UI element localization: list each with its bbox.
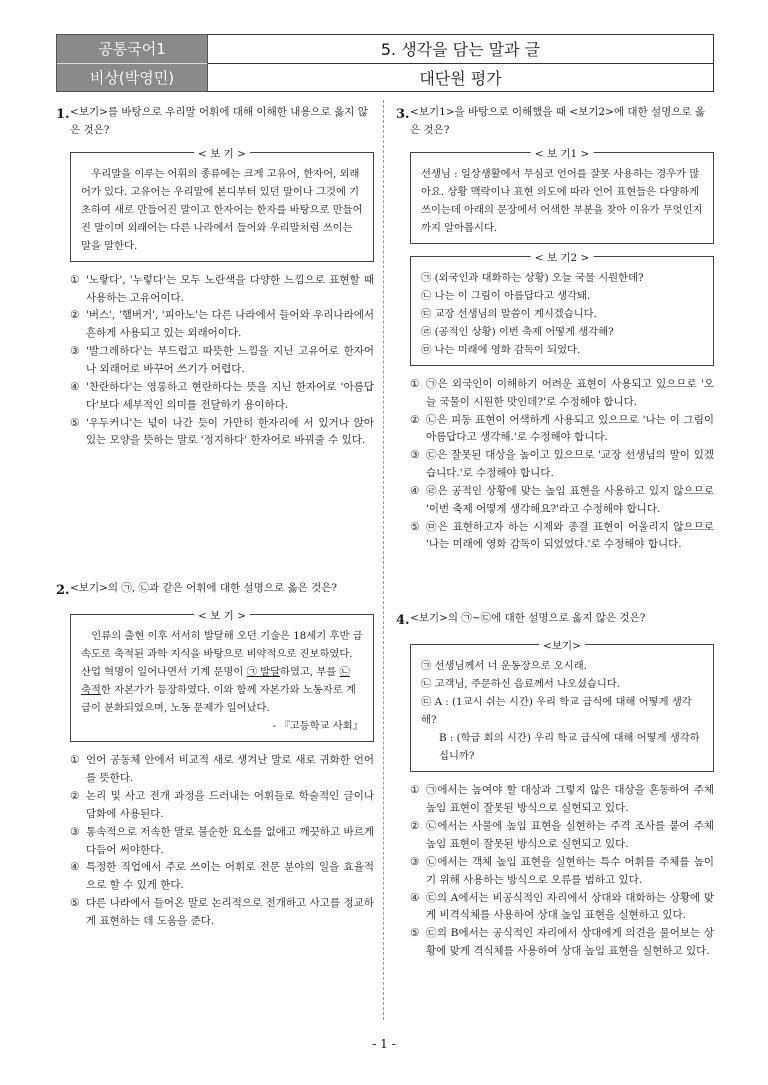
marked-word-a: ㉠ 발달 (246, 666, 281, 679)
box-line: ㉡ 나는 이 그림이 아름답다고 생각돼. (421, 289, 591, 302)
answer-option-1[interactable]: ① '노랗다', '누렇다'는 모두 노란색을 다양한 느낌으로 표현할 때 사용하는 고유어이다. (70, 273, 374, 304)
answer-option-4[interactable]: ④ ㉣은 공적인 상황에 맞는 높임 표현을 사용하고 있지 않으므로 '이번 축제 어떻게 생각해요?'라고 수정해야 합니다. (410, 484, 714, 515)
answer-option-2[interactable]: ② 논리 및 사고 전개 과정을 드러내는 어휘들로 학술적인 글이나 담화에 사용된다. (70, 790, 374, 820)
subject-name: 공통국어1 (57, 35, 207, 64)
answer-options (70, 272, 374, 450)
box-title: < 보 기1 > (531, 145, 594, 163)
answer-option-2[interactable]: ② ㉡은 피동 표현이 어색하게 사용되고 있으므로 '나는 이 그림이 아름답다고 생각해.'로 수정해야 합니다. (410, 413, 714, 444)
answer-option-1[interactable]: ① 언어 공동체 안에서 비교적 새로 생겨난 말로 새로 귀화한 언어를 뜻한다. (70, 754, 374, 785)
box-line: ㉡ 고객님, 주문하신 음료께서 나오셨습니다. (421, 678, 621, 691)
question-stem: <보기>의 ㉠~㉢에 대한 설명으로 옳지 않은 것은? (410, 612, 646, 625)
answer-option-5[interactable]: ⑤ '우두커니'는 넋이 나간 듯이 가만히 한자리에 서 있거나 앉아 있는 모양을 뜻하는 말로 '정지하다' 한자어로 바꿔줄 수 있다. (70, 416, 374, 447)
answer-option-3[interactable]: ③ 통속적으로 저속한 말로 불순한 요소를 없애고 깨끗하고 바르게 다듬어 써야한다. (70, 825, 374, 856)
box-title: < 보 기2 > (531, 249, 594, 267)
unit-title: 5. 생각을 담는 말과 글 (208, 35, 713, 64)
unit-title-box (208, 34, 714, 92)
box-text: 우리말을 이루는 어휘의 종류에는 크게 고유어, 한자어, 외래어가 있다. 고유어는 우리말에 본디부터 있던 말이나 그것에 기초하여 새로 만들어진 말이고 한자어는 한자를 바탕으로 만들어진 말이며 외래어는 다른 나라에서 들어와 우리말처럼 쓰이는 말을 말한다. (81, 167, 363, 252)
answer-option-3[interactable]: ③ ㉡에서는 객체 높임 표현을 실현하는 특수 어휘를 주체를 높이기 위해 사용하는 방식으로 오류를 범하고 있다. (410, 855, 714, 886)
publisher-name: 비상(박영민) (89, 68, 175, 87)
answer-options (70, 752, 374, 930)
example-box (410, 640, 714, 772)
question-number: 4. (396, 613, 410, 629)
example-box (70, 147, 374, 262)
answer-options (410, 782, 714, 960)
example-box-1 (410, 147, 714, 244)
box-line: ㉢ 교장 선생님의 말씀이 계시겠습니다. (421, 307, 597, 320)
box-title: <보기> (539, 637, 585, 655)
answer-option-1[interactable]: ① ㉠은 외국인이 이해하기 어려운 표현이 사용되고 있으므로 '오늘 국물이 시원한 맛인데?'로 수정해야 합니다. (410, 377, 714, 408)
eval-title: 대단원 평가 (419, 68, 502, 88)
box-line: B : (학급 회의 시간) 우리 학교 급식에 대해 어떻게 생각하십니까? (439, 732, 700, 763)
box-text: 인류의 출현 이후 서서히 발달해 오던 기술은 18세기 후반 급속도로 축적된 과학 지식을 바탕으로 비약적으로 진보하였다. 산업 혁명이 일어나면서 기계 문명이 ㉠ 발달하였고, 부를 ㉡ 축적한 자본가가 등장하였다. 이와 함께 자본가와 노동자로 계급이 분화되었으며, 노동 문제가 일어났다. (81, 630, 363, 715)
answer-option-4[interactable]: ④ ㉢의 A에서는 비공식적인 자리에서 상대와 대화하는 상황에 맞게 비격식체를 사용하여 상대 높임 표현을 실현하고 있다. (410, 891, 714, 922)
box-source: - 『고등학교 사회』 (272, 720, 363, 733)
answer-option-5[interactable]: ⑤ ㉤은 표현하고자 하는 시제와 종결 표현이 어울리지 않으므로 '나는 미래에 영화 감독이 되었었다.'로 수정해야 합니다. (410, 520, 714, 551)
answer-option-1[interactable]: ① ㉠에서는 높여야 할 대상과 그렇지 않은 대상을 혼동하여 주체 높임 표현이 잘못된 방식으로 실현되고 있다. (410, 784, 714, 815)
left-column (56, 104, 374, 931)
page-header (56, 34, 714, 92)
box-line: ㉠ (외국인과 대화하는 상황) 오늘 국물 시원한데? (421, 271, 644, 284)
question-stem: <보기>의 ㉠, ㉡과 같은 어휘에 대한 설명으로 옳은 것은? (70, 582, 337, 595)
answer-option-3[interactable]: ③ ㉢은 잘못된 대상을 높이고 있으므로 '교장 선생님의 말이 있겠습니다.'로 수정해야 합니다. (410, 449, 714, 480)
example-box (70, 610, 374, 742)
answer-option-3[interactable]: ③ '발그레하다'는 부드럽고 따뜻한 느낌을 지닌 고유어로 한자어나 외래어로 바꾸어 쓰기가 어렵다. (70, 345, 374, 375)
question-stem: <보기1>을 바탕으로 이해했을 때 <보기2>에 대한 설명으로 옳은 것은? (410, 106, 706, 136)
box-text: 선생님 : 일상생활에서 무심코 언어를 잘못 사용하는 경우가 많아요. 상황 맥락이나 표현 의도에 따라 언어 표현들은 다양하게 쓰이는데 아래의 문장에서 어색한 부분을 찾아 이유가 무엇인지까지 알아봅시다. (421, 167, 703, 234)
box-line: ㉣ (공적인 상황) 이번 축제 어떻게 생각해? (421, 325, 614, 338)
page-number: - 1 - (372, 1037, 396, 1051)
question-3 (396, 104, 714, 554)
example-box-2 (410, 251, 714, 366)
answer-option-5[interactable]: ⑤ ㉢의 B에서는 공식적인 자리에서 상대에게 의견을 물어보는 상황에 맞게 격식체를 사용하여 상대 높임 표현을 실현하고 있다. (410, 927, 714, 958)
question-number: 3. (396, 107, 410, 122)
question-2 (56, 580, 374, 931)
answer-options (410, 376, 714, 554)
box-line: ㉠ 선생님께서 너 운동장으로 오시래. (421, 660, 587, 673)
right-column (396, 104, 714, 961)
question-stem: <보기>를 바탕으로 우리말 어휘에 대해 이해한 내용으로 옳지 않은 것은? (70, 106, 368, 136)
question-1 (56, 104, 374, 450)
box-title: < 보 기 > (194, 145, 250, 163)
question-4 (396, 610, 714, 961)
question-number: 1. (56, 107, 70, 122)
answer-option-5[interactable]: ⑤ 다른 나라에서 들어온 말로 논리적으로 전개하고 사고를 정교하게 표현하는 데 도움을 준다. (70, 897, 374, 927)
box-line: ㉢ A : (1교시 쉬는 시간) 우리 학교 급식에 대해 어떻게 생각해? (421, 696, 692, 727)
answer-option-4[interactable]: ④ '찬란하다'는 영롱하고 현란하다는 뜻을 지닌 한자어로 '아름답다'보다 세부적인 의미를 전달하기 용이하다. (70, 380, 374, 411)
box-line: ㉤ 나는 미래에 영화 감독이 되었다. (421, 343, 581, 356)
column-divider (383, 100, 384, 1020)
answer-option-2[interactable]: ② ㉡에서는 사물에 높임 표현을 실현하는 주격 조사를 붙여 주체 높임 표현이 잘못된 방식으로 실현되고 있다. (410, 820, 714, 850)
subject-badge (56, 34, 208, 92)
answer-option-4[interactable]: ④ 특정한 직업에서 주로 쓰이는 어휘로 전문 분야의 일을 효율적으로 할 수 있게 한다. (70, 861, 374, 892)
answer-option-2[interactable]: ② '버스', '햄버거', '피아노'는 다른 나라에서 들어와 우리나라에서 흔하게 사용되고 있는 외래어이다. (70, 309, 374, 340)
marked-word-b: ㉡ 축적 (81, 666, 350, 697)
box-title: < 보 기 > (194, 607, 250, 625)
question-number: 2. (56, 583, 70, 599)
